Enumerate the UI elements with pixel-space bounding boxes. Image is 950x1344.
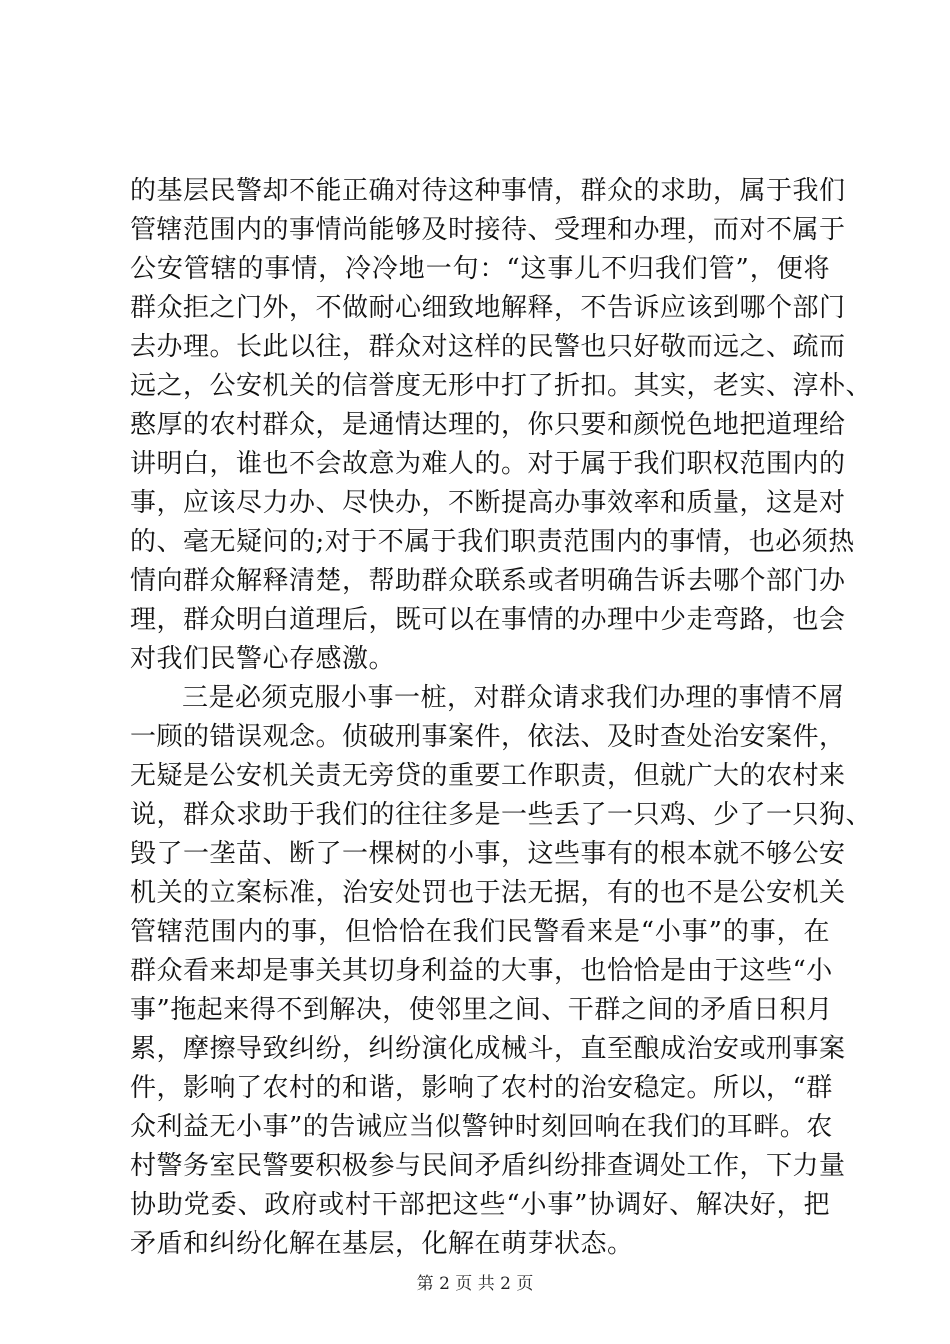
text-line: 情向群众解释清楚，帮助群众联系或者明确告诉去哪个部门办 bbox=[130, 566, 846, 596]
text-line: 矛盾和纠纷化解在基层，化解在萌芽状态。 bbox=[130, 1229, 634, 1259]
paragraph-2 bbox=[130, 679, 873, 1264]
text-line: 毁了一垄苗、断了一棵树的小事，这些事有的根本就不够公安 bbox=[130, 839, 846, 869]
text-line: 群众拒之门外，不做耐心细致地解释，不告诉应该到哪个部门 bbox=[130, 293, 846, 323]
text-line: 的基层民警却不能正确对待这种事情，群众的求助，属于我们 bbox=[130, 176, 846, 206]
text-line: 管辖范围内的事情尚能够及时接待、受理和办理，而对不属于 bbox=[130, 215, 846, 245]
text-line: 去办理。长此以往，群众对这样的民警也只好敬而远之、疏而 bbox=[130, 332, 846, 362]
text-line: 众利益无小事”的告诫应当似警钟时刻回响在我们的耳畔。农 bbox=[130, 1112, 833, 1142]
text-line: 的、毫无疑问的;对于不属于我们职责范围内的事情，也必须热 bbox=[130, 527, 855, 557]
text-line: 讲明白，谁也不会故意为难人的。对于属于我们职权范围内的 bbox=[130, 449, 846, 479]
body-text bbox=[130, 172, 873, 1264]
text-line: 远之，公安机关的信誉度无形中打了折扣。其实，老实、淳朴、 bbox=[130, 371, 873, 401]
text-line: 管辖范围内的事，但恰恰在我们民警看来是“小事”的事，在 bbox=[130, 917, 830, 947]
text-line: 累，摩擦导致纠纷，纠纷演化成械斗，直至酿成治安或刑事案 bbox=[130, 1034, 846, 1064]
text-line: 三是必须克服小事一桩，对群众请求我们办理的事情不屑 bbox=[182, 683, 845, 713]
page-number-label: 第 2 页 共 2 页 bbox=[416, 1274, 534, 1294]
paragraph-1 bbox=[130, 172, 873, 679]
text-line: 无疑是公安机关责无旁贷的重要工作职责，但就广大的农村来 bbox=[130, 761, 846, 791]
text-line: 一顾的错误观念。侦破刑事案件，依法、及时查处治安案件， bbox=[130, 722, 846, 752]
text-line: 对我们民警心存感激。 bbox=[130, 644, 396, 674]
text-line: 公安管辖的事情，冷冷地一句：“这事儿不归我们管”，便将 bbox=[130, 254, 830, 284]
text-line: 憨厚的农村群众，是通情达理的，你只要和颜悦色地把道理给 bbox=[130, 410, 846, 440]
text-line: 协助党委、政府或村干部把这些“小事”协调好、解决好，把 bbox=[130, 1190, 830, 1220]
text-line: 事，应该尽力办、尽快办，不断提高办事效率和质量，这是对 bbox=[130, 488, 846, 518]
page-footer bbox=[0, 1273, 950, 1295]
text-line: 说，群众求助于我们的往往多是一些丢了一只鸡、少了一只狗、 bbox=[130, 800, 873, 830]
text-line: 事”拖起来得不到解决，使邻里之间、干群之间的矛盾日积月 bbox=[130, 995, 833, 1025]
text-line: 村警务室民警要积极参与民间矛盾纠纷排查调处工作，下力量 bbox=[130, 1151, 846, 1181]
text-line: 理，群众明白道理后，既可以在事情的办理中少走弯路，也会 bbox=[130, 605, 846, 635]
text-line: 机关的立案标准，治安处罚也于法无据，有的也不是公安机关 bbox=[130, 878, 846, 908]
text-line: 群众看来却是事关其切身利益的大事，也恰恰是由于这些“小 bbox=[130, 956, 833, 986]
text-line: 件，影响了农村的和谐，影响了农村的治安稳定。所以，“群 bbox=[130, 1073, 833, 1103]
